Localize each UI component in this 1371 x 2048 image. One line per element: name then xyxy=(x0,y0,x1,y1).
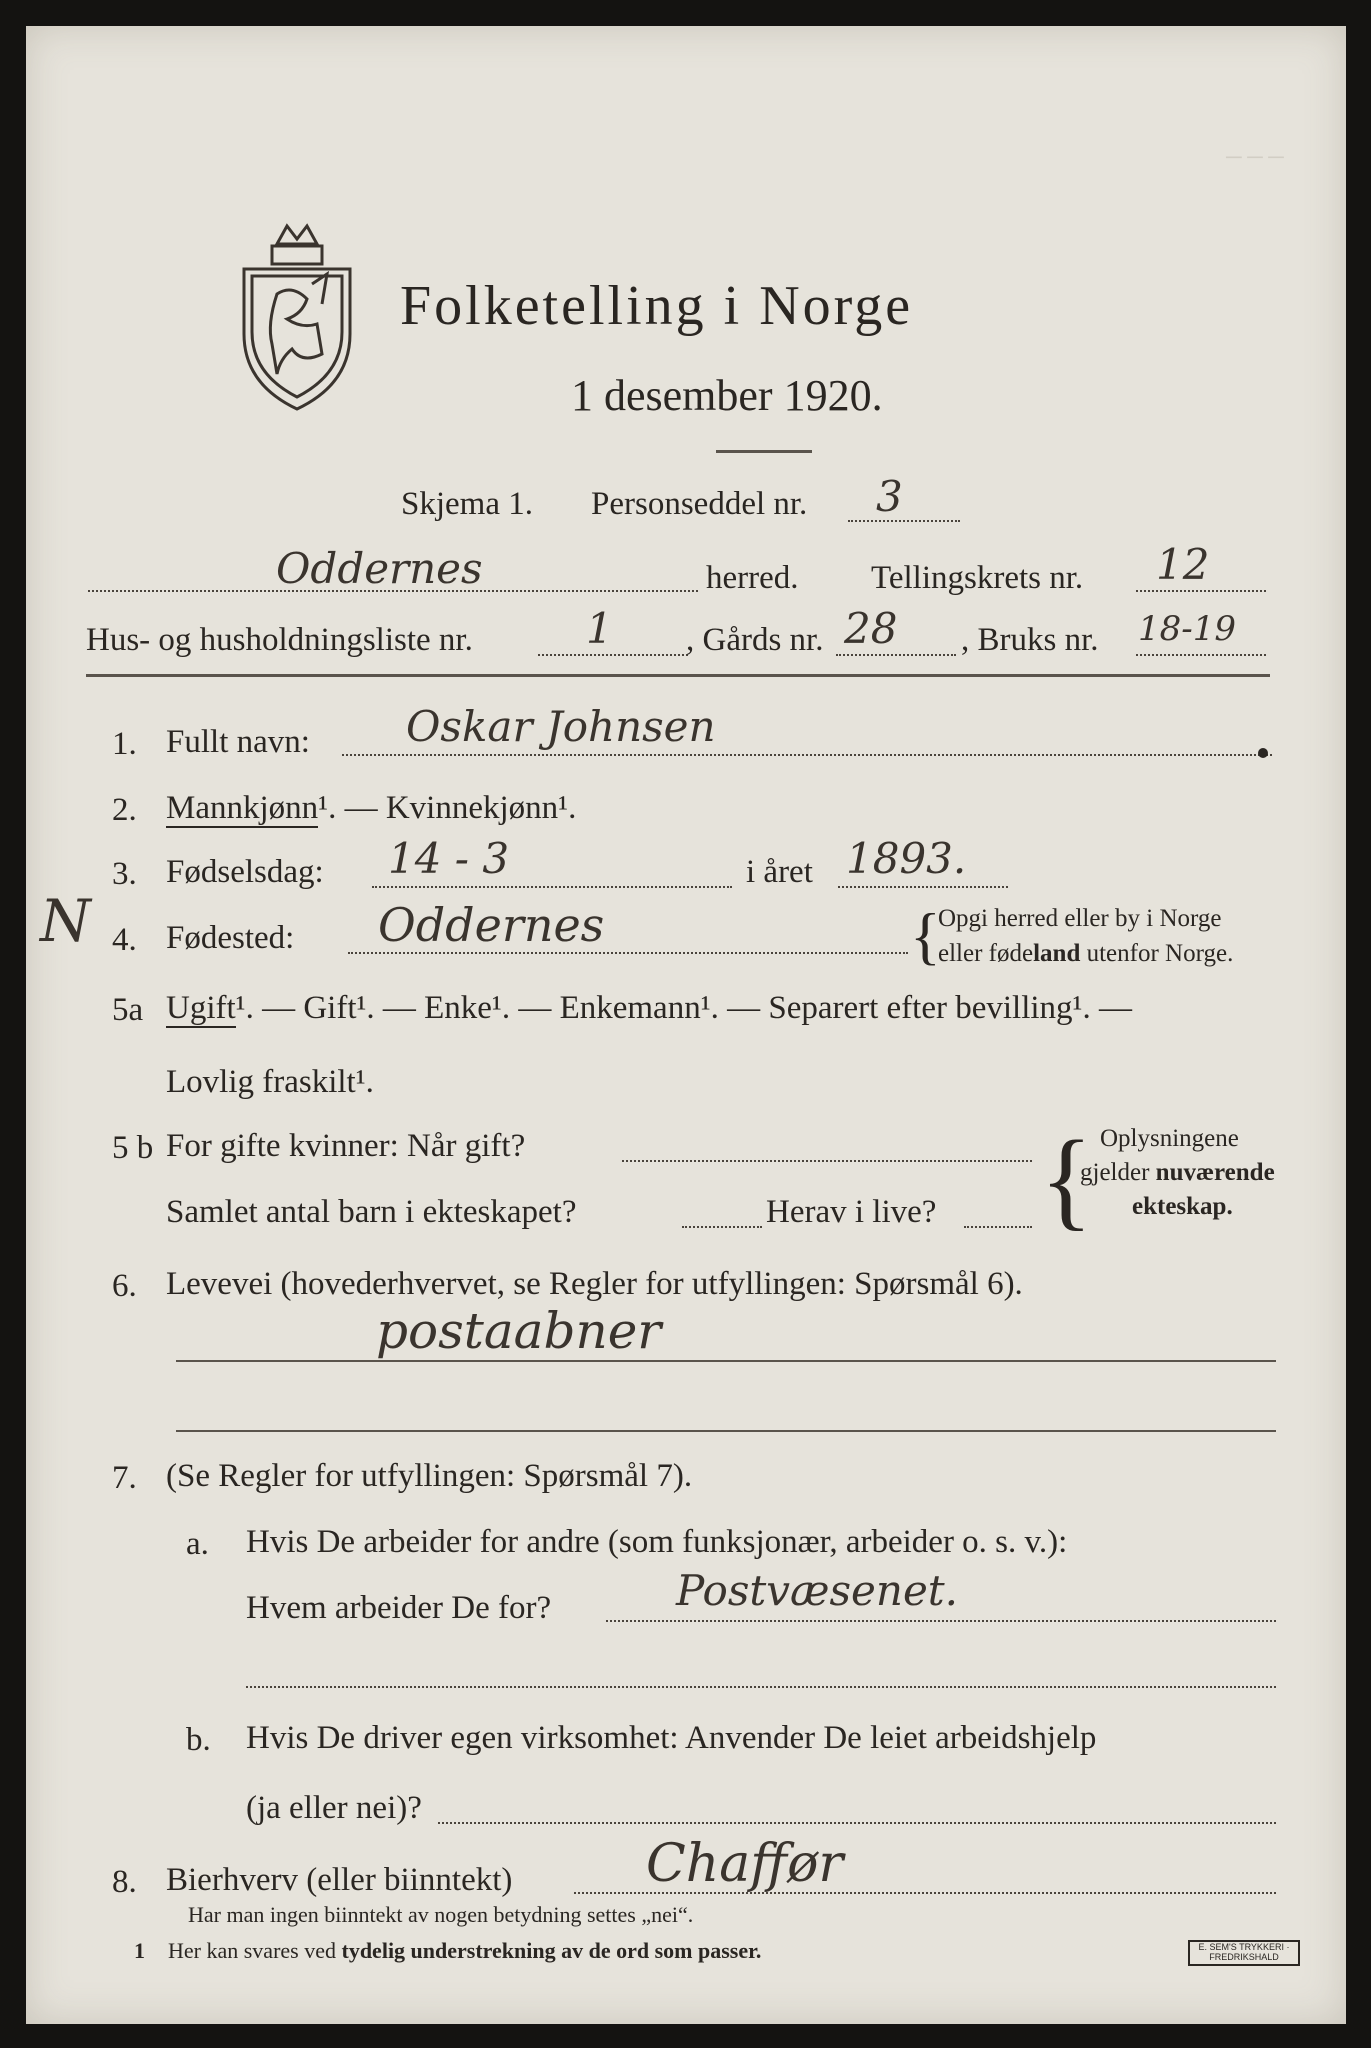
q3-number: 3. xyxy=(112,856,137,892)
q3-year-label: i året xyxy=(746,854,813,890)
ink-dot xyxy=(1258,748,1268,758)
census-form-page xyxy=(26,26,1346,2024)
q4-value: Oddernes xyxy=(378,898,605,952)
q5b-note1: Oplysningene xyxy=(1100,1125,1239,1152)
q2-number: 2. xyxy=(112,792,137,828)
q1-line xyxy=(342,754,1272,756)
q4-note-line2-pre: eller føde xyxy=(938,940,1034,967)
q7b-line xyxy=(438,1822,1276,1824)
personseddel-line xyxy=(848,520,960,522)
q5a-line2: Lovlig fraskilt¹. xyxy=(166,1064,374,1100)
husholdning-line xyxy=(538,654,688,656)
q6-number: 6. xyxy=(112,1268,137,1304)
q6-label: Levevei (hovederhvervet, se Regler for utfyllingen: Spørsmål 6). xyxy=(166,1266,1023,1302)
q4-label: Fødested: xyxy=(166,920,295,956)
q7a-value: Postvæsenet. xyxy=(676,1566,959,1615)
q8-label: Bierhverv (eller biinntekt) xyxy=(166,1862,513,1898)
skjema-label: Skjema 1. xyxy=(401,486,533,522)
q5b-brace: { xyxy=(1040,1118,1093,1240)
q5b-line2b-dots xyxy=(964,1226,1032,1228)
tellingskrets-value: 12 xyxy=(1156,540,1210,589)
bruks-label: , Bruks nr. xyxy=(961,622,1099,658)
bleed-through: ─ ─ ─ xyxy=(1226,144,1284,169)
footnote-number: 1 xyxy=(134,1938,145,1963)
q2-end: . xyxy=(568,790,577,826)
q7a-line2: Hvem arbeider De for? xyxy=(246,1590,552,1626)
q4-note-line2-bold: land xyxy=(1033,940,1081,967)
q5b-note2-pre: gjelder xyxy=(1080,1159,1156,1186)
header-rule xyxy=(86,674,1270,677)
q3-line xyxy=(372,886,732,888)
gards-value: 28 xyxy=(844,604,898,653)
q3-year-line xyxy=(838,886,1008,888)
q6-line2 xyxy=(176,1430,1276,1432)
q5b-note2-bold: nuværende xyxy=(1155,1159,1275,1186)
q7a-number: a. xyxy=(186,1526,209,1562)
q4-note-line1: Opgi herred eller by i Norge xyxy=(938,905,1222,932)
q7b-number: b. xyxy=(186,1722,211,1758)
q2-mannkjonn: Mannkjønn xyxy=(166,790,319,826)
q5b-note3: ekteskap. xyxy=(1132,1193,1233,1220)
census-date: 1 desember 1920. xyxy=(571,371,883,420)
husholdning-label: Hus- og husholdningsliste nr. xyxy=(86,622,473,658)
q5b-line2a-dots xyxy=(682,1226,762,1228)
q5a-footnote-mark: ¹ xyxy=(235,990,246,1026)
husholdning-value: 1 xyxy=(586,604,613,653)
footnote-bold: tydelig understrekning av de ord som passer. xyxy=(341,1938,762,1963)
q7a-line xyxy=(606,1620,1276,1622)
footnote-pre: Her kan svares ved xyxy=(168,1938,342,1963)
q4-brace: { xyxy=(910,900,941,971)
q7a-line2-dots xyxy=(246,1686,1276,1688)
q3-value: 14 - 3 xyxy=(388,834,510,883)
q5a-number: 5a xyxy=(112,992,144,1028)
q4-note-line2-post: utenfor Norge. xyxy=(1080,940,1234,967)
bruks-value: 18-19 xyxy=(1138,609,1237,649)
q7-number: 7. xyxy=(112,1460,137,1496)
q6-value: postaabner xyxy=(376,1302,662,1360)
gards-label: , Gårds nr. xyxy=(686,622,824,658)
tellingskrets-label: Tellingskrets nr. xyxy=(871,560,1084,596)
coat-of-arms-icon xyxy=(232,214,362,414)
biinntekt-note: Har man ingen biinntekt av nogen betydning settes „nei“. xyxy=(188,1902,694,1927)
bruks-line xyxy=(1136,654,1266,656)
q5b-number: 5 b xyxy=(112,1130,154,1166)
q3-year-value: 1893. xyxy=(846,834,967,883)
q2-separator: . — xyxy=(328,790,386,826)
q1-number: 1. xyxy=(112,726,137,762)
margin-check-mark: N xyxy=(40,887,91,955)
q8-number: 8. xyxy=(112,1864,137,1900)
herred-label: herred. xyxy=(706,560,799,596)
q2-footnote-mark-2: ¹ xyxy=(558,790,569,826)
q1-label: Fullt navn: xyxy=(166,724,310,760)
q7b-line1: Hvis De driver egen virksomhet: Anvender De leiet arbeidshjelp xyxy=(246,1720,1097,1756)
q5b-line2b: Herav i live? xyxy=(766,1194,937,1230)
title-divider xyxy=(716,450,812,453)
tellingskrets-line xyxy=(1136,590,1266,592)
printer-stamp: E. SEM'S TRYKKERI · FREDRIKSHALD xyxy=(1188,1940,1300,1966)
q5b-line2a: Samlet antal barn i ekteskapet? xyxy=(166,1194,577,1230)
gards-line xyxy=(836,654,956,656)
q2-footnote-mark: ¹ xyxy=(318,790,329,826)
herred-value: Oddernes xyxy=(276,544,483,593)
q5b-line1-dots xyxy=(622,1160,1032,1162)
q5b-line1: For gifte kvinner: Når gift? xyxy=(166,1128,526,1164)
q3-label: Fødselsdag: xyxy=(166,854,324,890)
q4-line xyxy=(348,952,908,954)
q7b-line2: (ja eller nei)? xyxy=(246,1790,422,1826)
personseddel-value: 3 xyxy=(876,472,903,521)
q4-number: 4. xyxy=(112,922,137,958)
q6-line1 xyxy=(176,1360,1276,1362)
q5a-options: . — Gift¹. — Enke¹. — Enkemann¹. — Separert efter bevilling¹. — xyxy=(245,990,1132,1026)
personseddel-label: Personseddel nr. xyxy=(591,486,808,522)
q1-value: Oskar Johnsen xyxy=(406,702,716,751)
q7a-line1: Hvis De arbeider for andre (som funksjonær, arbeider o. s. v.): xyxy=(246,1524,1068,1560)
q8-value: Chaffør xyxy=(646,1834,844,1894)
q5a-ugift: Ugift xyxy=(166,990,236,1026)
form-title: Folketelling i Norge xyxy=(400,275,914,337)
q2-kvinnekjonn: Kvinnekjønn xyxy=(385,790,559,826)
q7-label: (Se Regler for utfyllingen: Spørsmål 7). xyxy=(166,1458,693,1494)
